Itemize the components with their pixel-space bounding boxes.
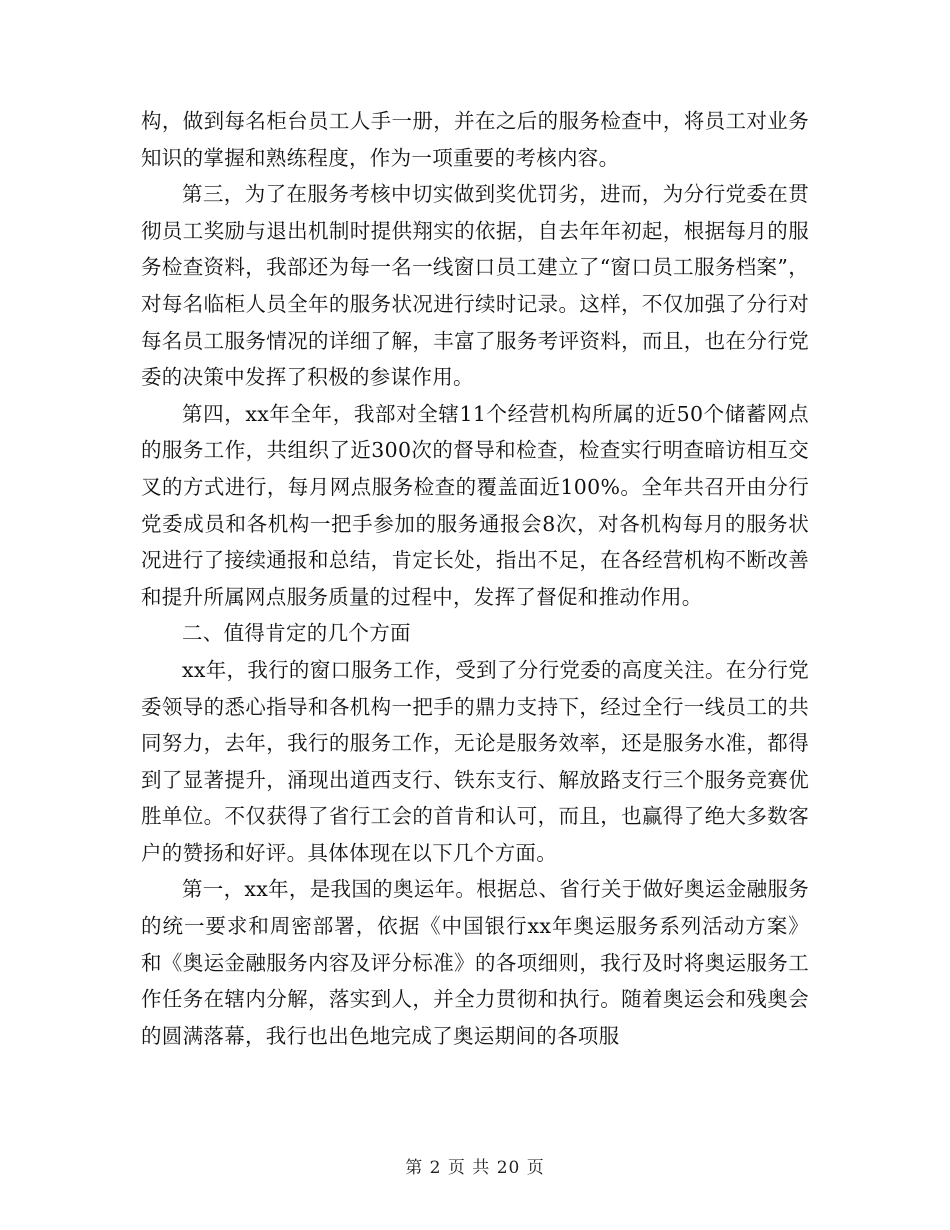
paragraph-section-intro: xx年，我行的窗口服务工作，受到了分行党委的高度关注。在分行党委领导的悉心指导和各机构一把手的鼎力支持下，经过全行一线员工的共同努力，去年，我行的服务工作，无论是服务效率，还是服务水准，都得到了显著提升，涌现出道西支行、铁东支行、解放路支行三个服务竞赛优胜单位。不仅获得了省行工会的首肯和认可，而且，也赢得了绝大多数客户的赞扬和好评。具体体现在以下几个方面。 — [141, 657, 809, 865]
page-footer: 第 2 页 共 20 页 — [405, 1158, 545, 1178]
paragraph-fourth-point: 第四，xx年全年，我部对全辖11个经营机构所属的近50个储蓄网点的服务工作，共组织了近300次的督导和检查，检查实行明查暗访相互交叉的方式进行，每月网点服务检查的覆盖面近100%。全年共召开由分行党委成员和各机构一把手参加的服务通报会8次，对各机构每月的服务状况进行了接续通报和总结，肯定长处，指出不足，在各经营机构不断改善和提升所属网点服务质量的过程中，发挥了督促和推动作用。 — [141, 401, 809, 609]
paragraph-third-point: 第三，为了在服务考核中切实做到奖优罚劣，进而，为分行党委在贯彻员工奖励与退出机制时提供翔实的依据，自去年年初起，根据每月的服务检查资料，我部还为每一名一线窗口员工建立了“窗口员工服务档案”，对每名临柜人员全年的服务状况进行续时记录。这样，不仅加强了分行对每名员工服务情况的详细了解，丰富了服务考评资料，而且，也在分行党委的决策中发挥了积极的参谋作用。 — [141, 182, 809, 390]
paragraph-continuation: 构，做到每名柜台员工人手一册，并在之后的服务检查中，将员工对业务知识的掌握和熟练程度，作为一项重要的考核内容。 — [141, 109, 809, 170]
document-body — [141, 103, 809, 1054]
section-heading: 二、值得肯定的几个方面 — [182, 621, 411, 646]
paragraph-first-point: 第一，xx年，是我国的奥运年。根据总、省行关于做好奥运金融服务的统一要求和周密部署，依据《中国银行xx年奥运服务系列活动方案》和《奥运金融服务内容及评分标准》的各项细则，我行及时将奥运服务工作任务在辖内分解，落实到人，并全力贯彻和执行。随着奥运会和残奥会的圆满落幕，我行也出色地完成了奥运期间的各项服 — [141, 877, 809, 1048]
